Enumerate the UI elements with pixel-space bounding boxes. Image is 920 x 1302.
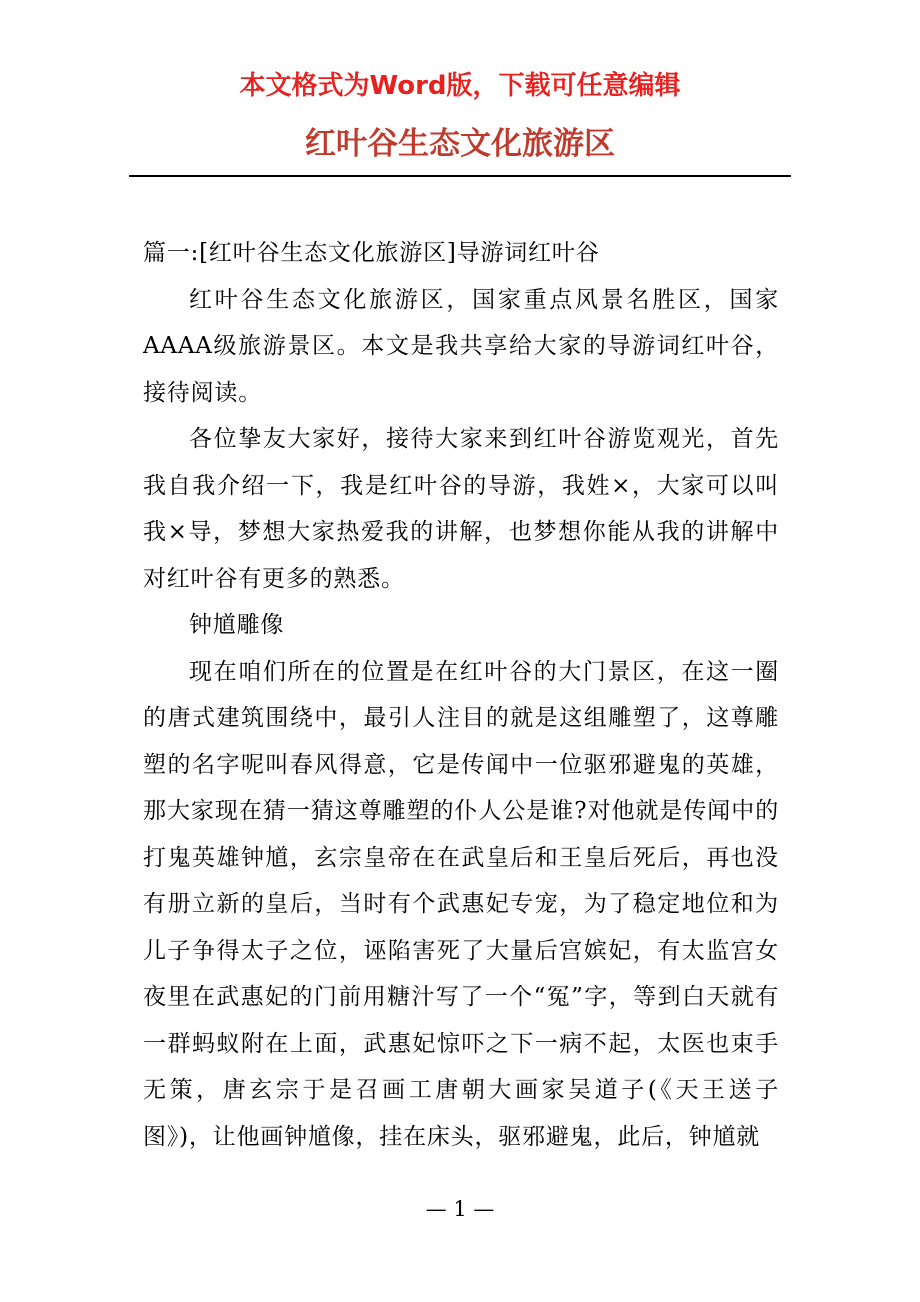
intro-paragraph: 红叶谷生态文化旅游区，国家重点风景名胜区，国家AAAA级旅游景区。本文是我共享给大家的导游词红叶谷，接待阅读。 <box>143 286 779 406</box>
subheading-zhongkui: 钟馗雕像 <box>189 612 285 638</box>
story-paragraph: 现在咱们所在的位置是在红叶谷的大门景区，在这一圈的唐式建筑围绕中，最引人注目的就是这组雕塑了，这尊雕塑的名字呢叫春风得意，它是传闻中一位驱邪避鬼的英雄，那大家现在猜一猜这尊雕塑的仆人公是谁?对他就是传闻中的打鬼英雄钟馗，玄宗皇帝在在武皇后和王皇后死后，再也没有册立新的皇后，当时有个武惠妃专宠，为了稳定地位和为儿子争得太子之位，诬陷害死了大量后宫嫔妃，有太监宫女夜里在武惠妃的门前用糖汁写了一个“冤”字，等到白天就有一群蚂蚁附在上面，武惠妃惊吓之下一病不起，太医也束手无策，唐玄宗于是召画工唐朝大画家吴道子(《天王送子图》)，让他画钟馗像，挂在床头，驱邪避鬼，此后，钟馗就 <box>143 658 779 1150</box>
document-title: 红叶谷生态文化旅游区 <box>305 126 615 162</box>
greeting-paragraph: 各位挚友大家好，接待大家来到红叶谷游览观光，首先我自我介绍一下，我是红叶谷的导游，我姓×，大家可以叫我×导，梦想大家热爱我的讲解，也梦想你能从我的讲解中对红叶谷有更多的熟悉。 <box>143 426 779 592</box>
title-divider <box>129 175 791 177</box>
page-number: — 1 — <box>425 1197 495 1221</box>
section-heading: 篇一:[红叶谷生态文化旅游区]导游词红叶谷 <box>143 240 600 266</box>
document-body <box>143 230 779 1160</box>
format-notice: 本文格式为Word版，下载可任意编辑 <box>239 71 681 101</box>
